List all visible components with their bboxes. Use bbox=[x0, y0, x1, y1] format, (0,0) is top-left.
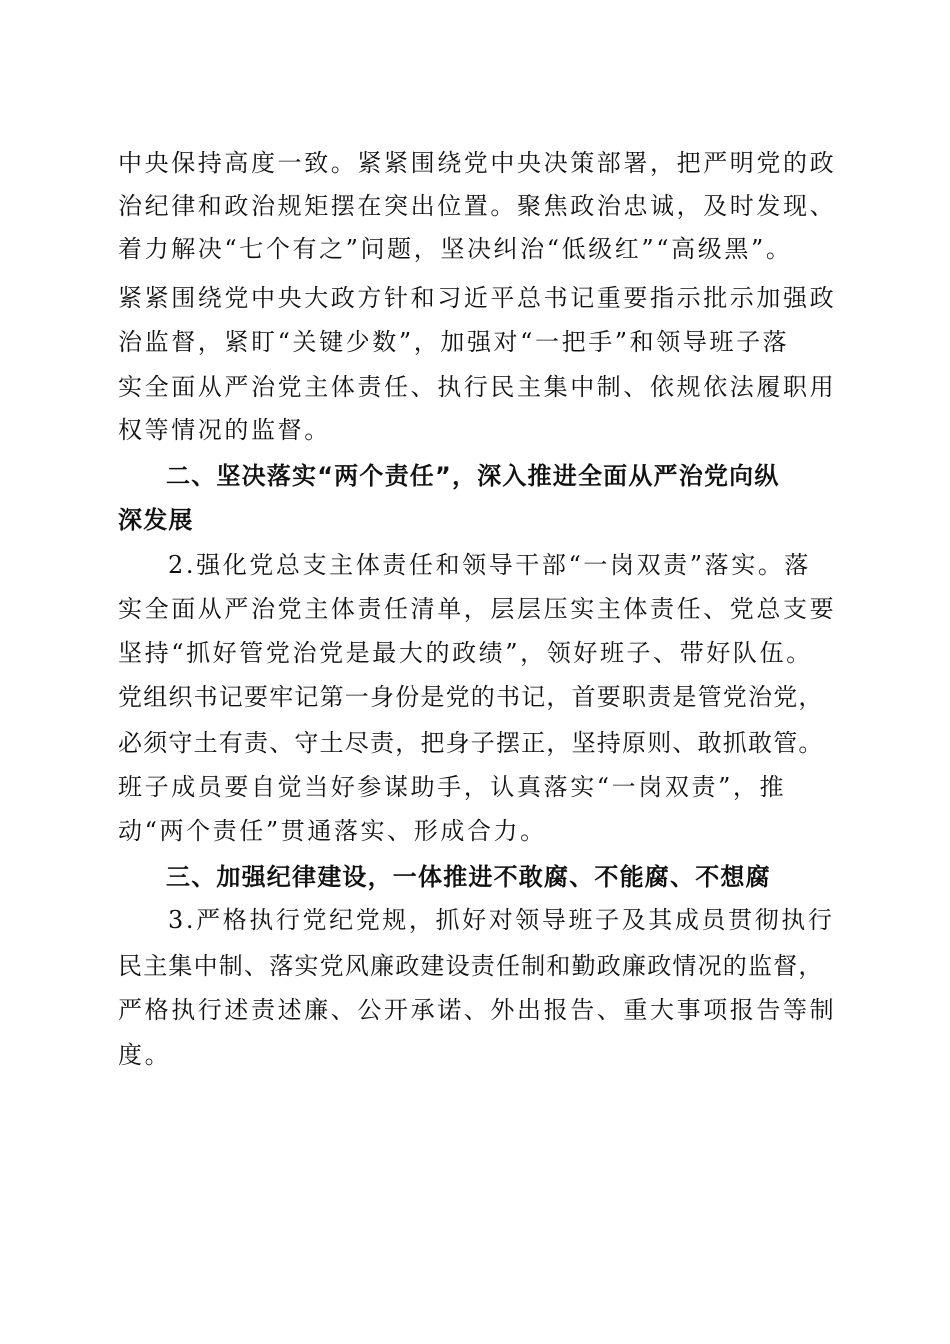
para1-line-2: 治纪律和政治规矩摆在突出位置。聚焦政治忠诚，及时发现、 bbox=[118, 192, 837, 220]
section-heading-3: 三、加强纪律建设，一体推进不敢腐、不能腐、不想腐 bbox=[166, 863, 771, 891]
para1-line-3: 着力解决“七个有之”问题，坚决纠治“低级红”“高级黑”。 bbox=[118, 235, 793, 263]
para2-line-3: 坚持“抓好管党治党是最大的政绩”，领好班子、带好队伍。 bbox=[118, 639, 813, 667]
para1-line-5: 治监督，紧盯“关键少数”，加强对“一把手”和领导班子落 bbox=[118, 328, 790, 356]
para2-line-6: 班子成员要自觉当好参谋助手，认真落实“一岗双责”，推 bbox=[118, 773, 787, 801]
para2-line-2: 实全面从严治党主体责任清单，层层压实主体责任、党总支要 bbox=[118, 595, 837, 623]
section-heading-2-line-2: 深发展 bbox=[118, 506, 194, 534]
para3-line-4: 度。 bbox=[118, 1041, 172, 1069]
para1-line-7: 权等情况的监督。 bbox=[118, 416, 331, 444]
para2-line-7: 动“两个责任”贯通落实、形成合力。 bbox=[118, 817, 547, 845]
para1-line-4: 紧紧围绕党中央大政方针和习近平总书记重要指示批示加强政 bbox=[118, 284, 837, 312]
section-heading-2-line-1: 二、坚决落实“两个责任”，深入推进全面从严治党向纵 bbox=[166, 462, 780, 490]
para2-line-1: 2.强化党总支主体责任和领导干部“一岗双责”落实。落 bbox=[168, 551, 812, 579]
para3-line-2: 民主集中制、落实党风廉政建设责任制和勤政廉政情况的监督， bbox=[118, 952, 824, 980]
para2-line-4: 党组织书记要牢记第一身份是党的书记，首要职责是管党治党， bbox=[118, 683, 824, 711]
para3-line-3: 严格执行述责述廉、公开承诺、外出报告、重大事项报告等制 bbox=[118, 996, 837, 1024]
para1-line-1: 中央保持高度一致。紧紧围绕党中央决策部署，把严明党的政 bbox=[118, 149, 837, 177]
para1-line-6: 实全面从严治党主体责任、执行民主集中制、依规依法履职用 bbox=[118, 373, 837, 401]
para3-line-1: 3.严格执行党纪党规，抓好对领导班子及其成员贯彻执行 bbox=[168, 906, 835, 934]
para2-line-5: 必须守土有责、守土尽责，把身子摆正，坚持原则、敢抓敢管。 bbox=[118, 729, 824, 757]
